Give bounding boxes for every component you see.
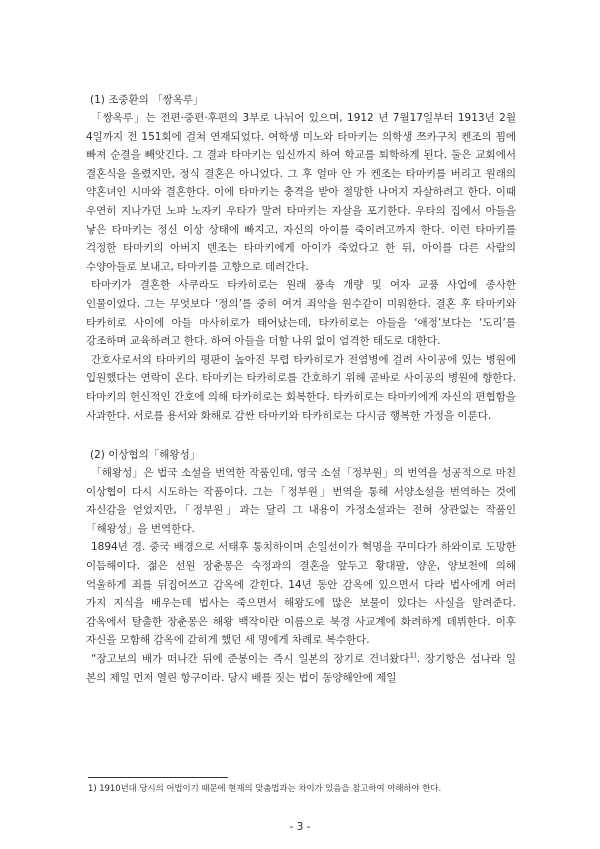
page-content	[86, 92, 516, 687]
footnote-marker[interactable]: 1)	[409, 651, 417, 660]
footnote: 1) 1910년대 당시의 어법이기 때문에 현재의 맞춤법과는 차이가 있음을 참고하여 이해하야 한다.	[88, 783, 442, 793]
section-heading-ssangokru: (1) 조중환의 「쌍옥루」	[90, 94, 204, 106]
paragraph: 「해왕성」은 법국 소설을 번역한 작품인데, 영국 소설「정부원」의 번역을 성공적으로 마친 이상협이 다시 시도하는 작품이다. 그는「정부원」번역을 통해 서양소설을 번역하는 것에 자신감을 얻었지만,「정부원」과는 달리 그 내용이 가정소설과는 전혀 상관없는 작품인「해왕성」을 번역한다.	[86, 467, 516, 535]
paragraph-text: . 장기항은 섬나라 일 본의 제일 먼저 열린 항구이라. 당시 배를 짓는 법이 동양해안에 제일	[86, 653, 516, 684]
paragraph: 「쌍옥루」는 전편·중편·후편의 3부로 나뉘어 있으며, 1912 년 7월17일부터 1913년 2월 4일까지 전 151회에 걸쳐 연재되었다. 여학생 미노와 타마키는 의학생 쯔카구치 켄조의 꾐에 빠져 순결을 빼앗긴다. 그 결과 타마키는 임신까지 하여 학교를 퇴학하게 된다. 둘은 교회에서 결혼식을 올렸지만, 정식 결혼은 아니었다. 그 후 얼마 안 가 켄조는 타마키를 버리고 원래의 약혼녀인 시마와 결혼한다. 이에 타마키는 충격을 받아 절망한 나머지 자살하려고 한다. 이때 우연히 지나가던 노파 노자키 우타가 말려 타마키는 자살을 포기한다. 우타의 집에서 아들을 낳은 타마키는 정신 이상 상태에 빠지고, 자신의 아이를 죽이려고까지 한다. 이런 타마키를 걱정한 타마키의 아버지 덴조는 타마키에게 아이가 죽었다고 한 뒤, 아이를 다른 사람의 수양아들로 보내고, 타마키를 고향으로 데려간다.	[86, 112, 516, 273]
paragraph-text: “장고보의 배가 떠나간 뒤에 준봉이는 즉시 일본의 장기로 건너왔다	[91, 653, 410, 666]
paragraph: 타마키가 결혼한 사쿠라도 타카히로는 원래 풍속 개량 및 여자 교풍 사업에 종사한 인물이었다. 그는 무엇보다 ‘정의’를 중히 여겨 죄악을 원수같이 미워한다. 결혼 후 타마키와 타카히로 사이에 아들 마사히로가 태어났는데, 타카히로는 아들을 ‘애정’보다는 ‘도리’를 강조하며 교육하려고 한다. 하여 아들을 더할 나위 없이 엄격한 태도로 대한다.	[86, 279, 516, 348]
paragraph-with-footnote	[86, 650, 516, 687]
section-heading-haewangseong: (2) 이상협의「해왕성」	[90, 449, 201, 462]
section-spacer	[86, 425, 516, 447]
footnote-divider	[88, 777, 228, 778]
paragraph: 간호사로서의 타마키의 평판이 높아진 무렵 타카히로가 전염병에 걸려 사이공에 있는 병원에 입원했다는 연락이 온다. 타마키는 타카히로를 간호하기 위해 곧바로 사이공의 병원에 향한다. 타마키의 헌신적인 간호에 의해 타카히로는 회복한다. 타카히로는 타마키에게 자신의 편협함을 사과한다. 서로를 용서와 화해로 감싼 타마키와 타카히로는 다시금 행복한 가정을 이룬다.	[86, 353, 516, 422]
paragraph: 1894년 경. 중국 배경으로 서태후 통치하이며 손일선이가 혁명을 꾸미다가 하와이로 도망한 이듬해이다. 젊은 선원 장춘몽은 숙정과의 결혼을 앞두고 황대팔, 양운, 양보천에 의해 억울하게 죄를 뒤집어쓰고 감옥에 갇힌다. 14년 동안 감옥에 있으면서 다라 법사에게 여러 가지 지식을 배우는데 법사는 죽으면서 해왕도에 많은 보물이 있다는 사실을 알려준다. 감옥에서 탈출한 장춘몽은 해왕 백작이란 이름으로 북경 사교계에 화려하게 데뷔한다. 이후 자신을 모함해 감옥에 갇히게 했던 세 명에게 차례로 복수한다.	[86, 541, 516, 647]
page-number: - 3 -	[289, 821, 311, 833]
